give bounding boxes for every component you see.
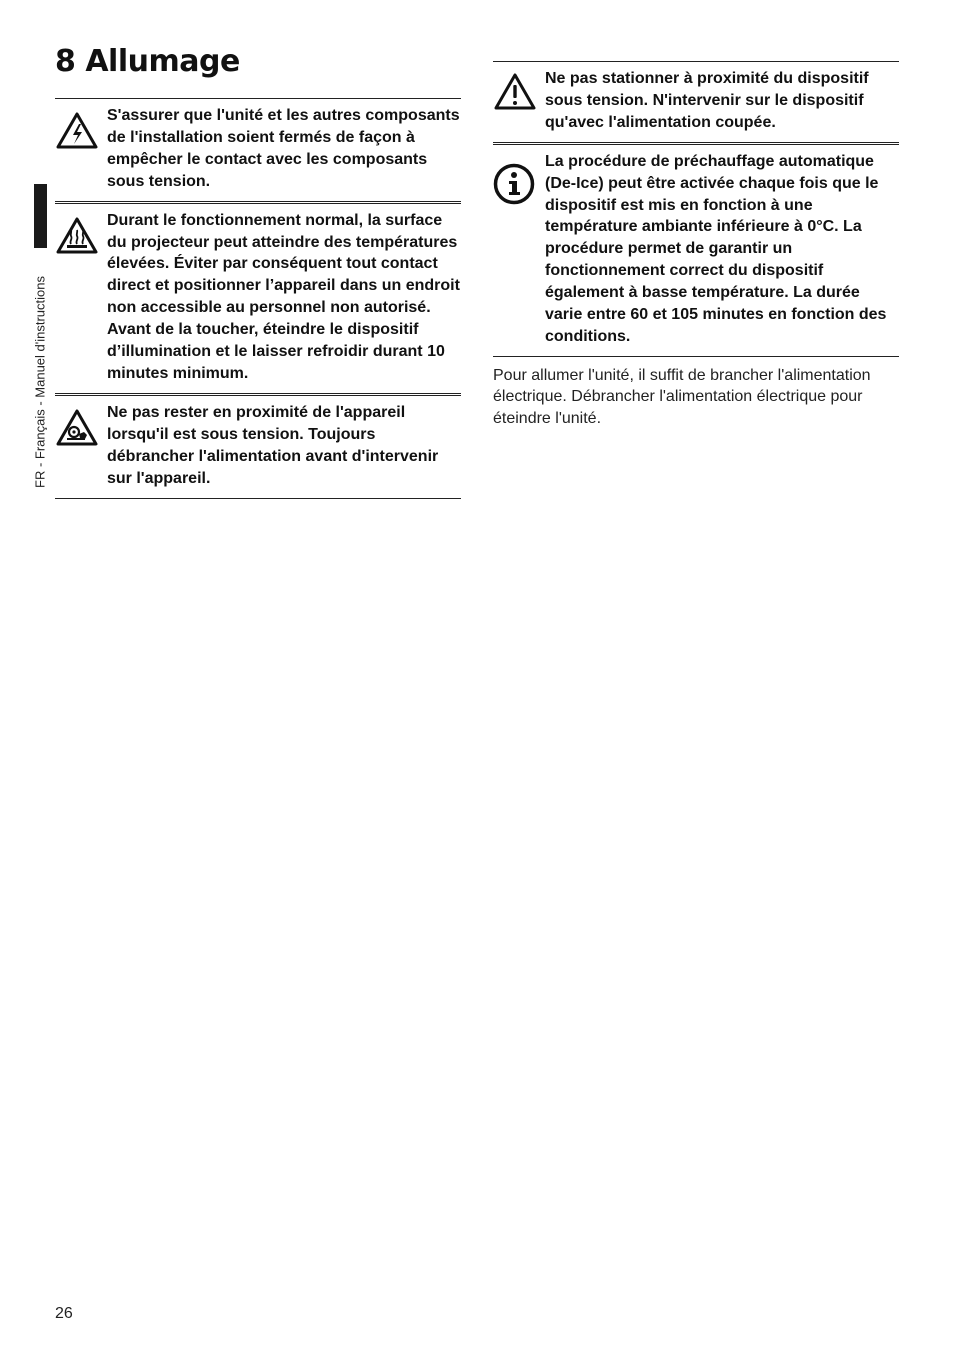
left-column: [55, 98, 461, 499]
side-label: FR - Français - Manuel d'instructions: [32, 276, 48, 488]
notice-electric: [55, 98, 461, 201]
page-number: 26: [55, 1305, 73, 1322]
notice-text: Ne pas stationner à proximité du dispositif sous tension. N'intervenir sur le dispositif qu'avec l'alimentation coupée.: [545, 70, 869, 131]
info-icon: [493, 145, 545, 356]
notice-text: Ne pas rester en proximité de l'appareil lorsqu'il est sous tension. Toujours débrancher l'alimentation avant d'intervenir sur l'appareil.: [107, 403, 439, 487]
page-title: 8 Allumage: [55, 44, 240, 79]
notice-info: [493, 142, 899, 357]
notice-hot-surface: [55, 201, 461, 393]
notice-moving-parts: [55, 393, 461, 499]
right-column: [493, 61, 899, 429]
notice-text: La procédure de préchauffage automatique (De-Ice) peut être activée chaque fois que le dispositif est mis en fonction à une température ambiante inférieure à 0°C. La procédure permet de garantir un fonctionnement correct du dispositif également à basse température. La durée varie entre 60 et 105 minutes en fonction des conditions.: [545, 152, 887, 345]
hot-surface-icon: [55, 204, 107, 393]
notice-text: S'assurer que l'unité et les autres composants de l'installation soient fermés de façon à empêcher le contact avec les composants sous tension.: [107, 107, 460, 190]
body-paragraph: Pour allumer l'unité, il suffit de brancher l'alimentation électrique. Débrancher l'alimentation électrique pour éteindre l'unité.: [493, 366, 871, 427]
section-tab-marker: [34, 184, 47, 248]
general-warning-icon: [493, 62, 545, 142]
electric-hazard-icon: [55, 99, 107, 201]
notice-text: Durant le fonctionnement normal, la surface du projecteur peut atteindre des températures élevées. Éviter par conséquent tout contact direct et positionner l’appareil dans un endroit non accessible au personnel non autorisé. Avant de la toucher, éteindre le dispositif d’illumination et le laisser refroidir durant 10 minutes minimum.: [107, 211, 460, 382]
moving-parts-hazard-icon: [55, 396, 107, 498]
notice-general-warning: [493, 61, 899, 142]
